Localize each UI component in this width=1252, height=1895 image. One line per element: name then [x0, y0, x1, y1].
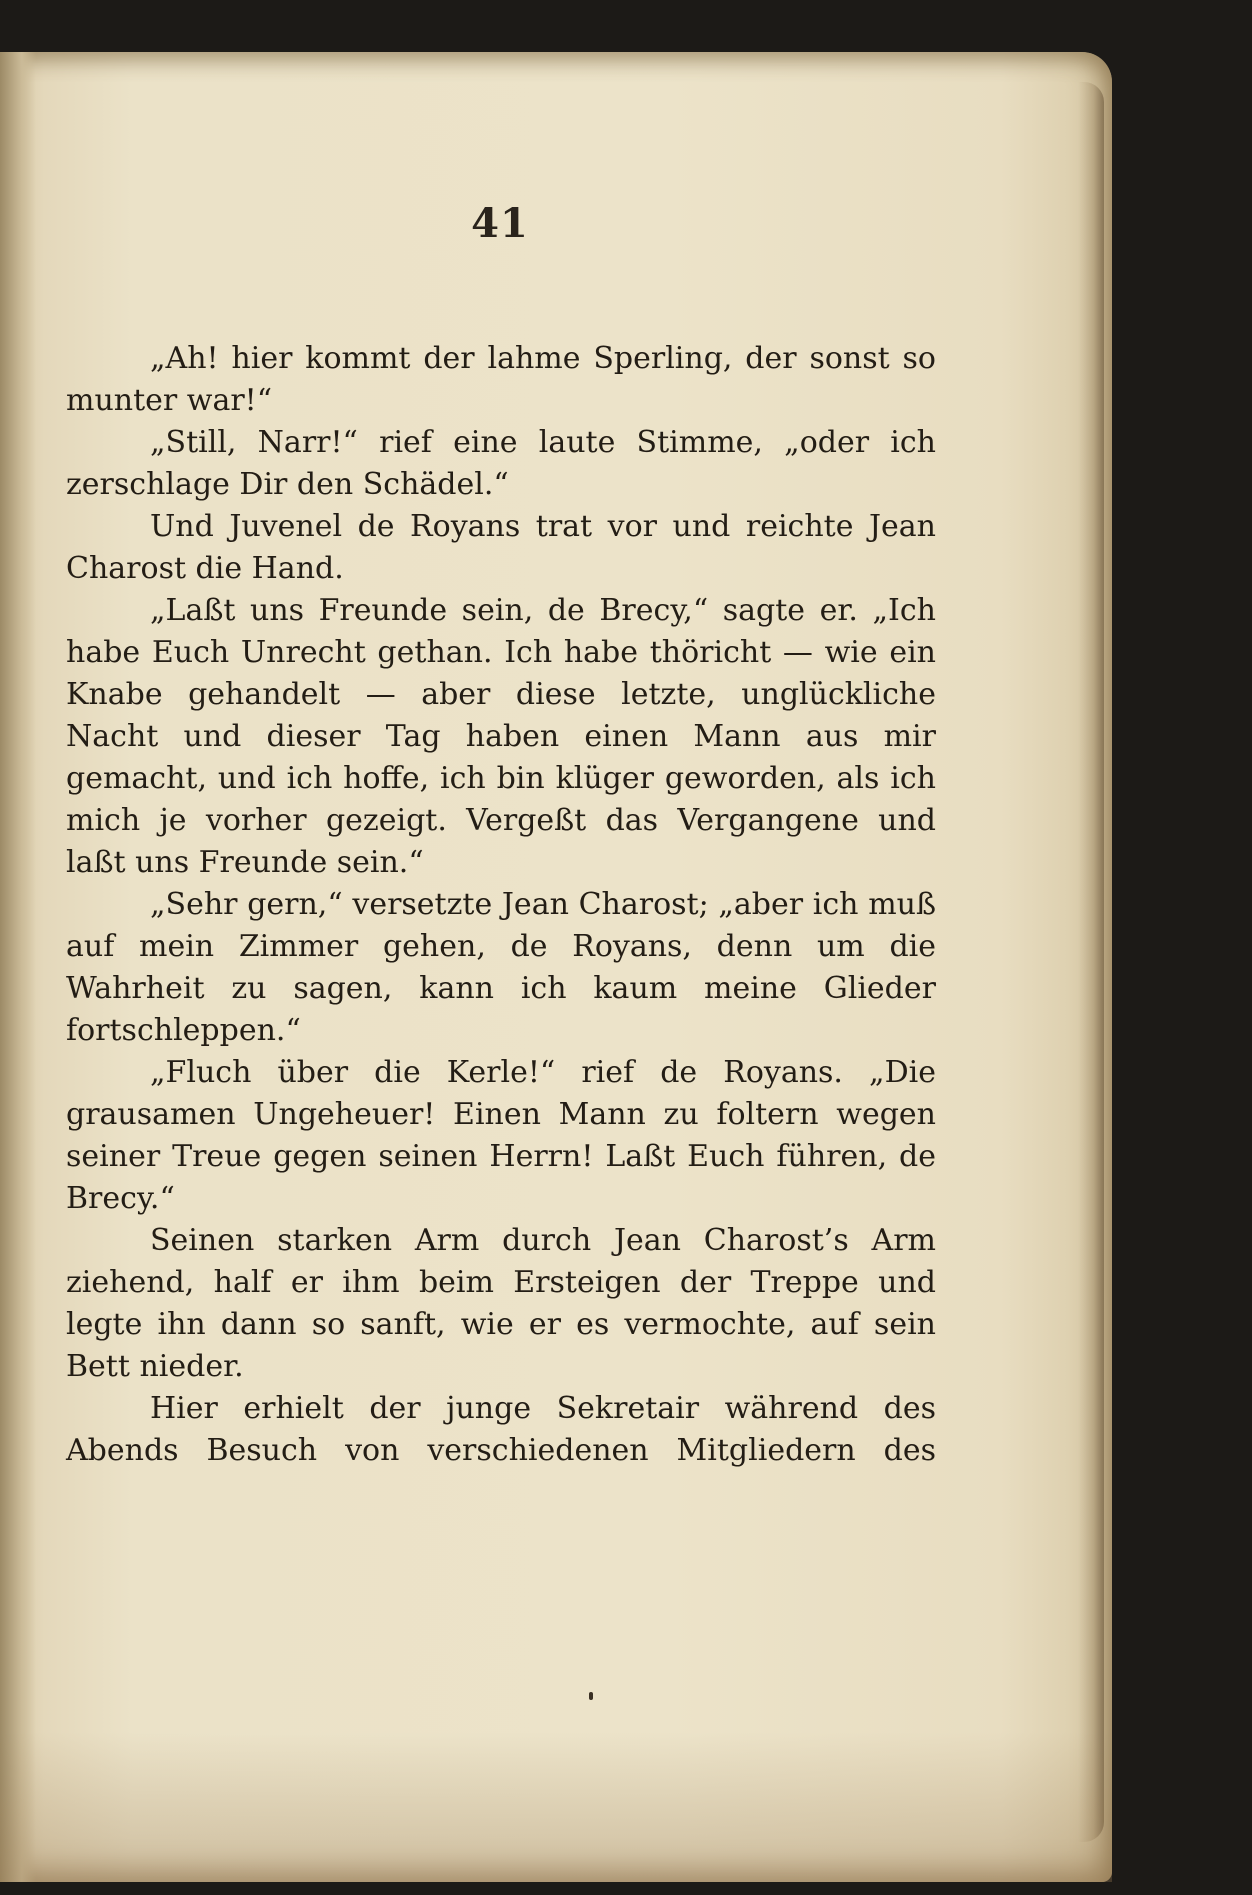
body-text [66, 338, 936, 1472]
paragraph: „Fluch über die Kerle!“ rief de Royans. „Die grausamen Ungeheuer! Einen Mann zu foltern wegen seiner Treue gegen seinen Herrn! Laßt Euch führen, de Brecy.“ [66, 1055, 936, 1216]
paragraph: Und Juvenel de Royans trat vor und reichte Jean Charost die Hand. [66, 509, 936, 586]
paragraph: Seinen starken Arm durch Jean Charost’s Arm ziehend, half er ihm beim Ersteigen der Treppe und legte ihn dann so sanft, wie er es vermochte, auf sein Bett nieder. [66, 1223, 936, 1384]
paragraph: Hier erhielt der junge Sekretair während des Abends Besuch von verschiedenen Mitgliedern des [66, 1391, 936, 1468]
paragraph: „Sehr gern,“ versetzte Jean Charost; „aber ich muß auf mein Zimmer gehen, de Royans, denn um die Wahrheit zu sagen, kann ich kaum meine Glieder fortschleppen.“ [66, 887, 936, 1048]
book-page [0, 52, 1112, 1882]
page-bottom-stain [0, 1732, 1112, 1882]
paragraph: „Ah! hier kommt der lahme Sperling, der sonst so munter war!“ [66, 341, 936, 418]
page-gutter [0, 52, 36, 1882]
ink-speck [589, 1692, 593, 1700]
paragraph: „Still, Narr!“ rief eine laute Stimme, „oder ich zerschlage Dir den Schädel.“ [66, 425, 936, 502]
page-edge [1078, 82, 1104, 1842]
page-number: 41 [471, 200, 529, 247]
paragraph: „Laßt uns Freunde sein, de Brecy,“ sagte er. „Ich habe Euch Unrecht gethan. Ich habe thöricht — wie ein Knabe gehandelt — aber diese letzte, unglückliche Nacht und dieser Tag haben einen Mann aus mir gemacht, und ich hoffe, ich bin klüger geworden, als ich mich je vorher gezeigt. Vergeßt das Vergangene und laßt uns Freunde sein.“ [66, 593, 936, 880]
